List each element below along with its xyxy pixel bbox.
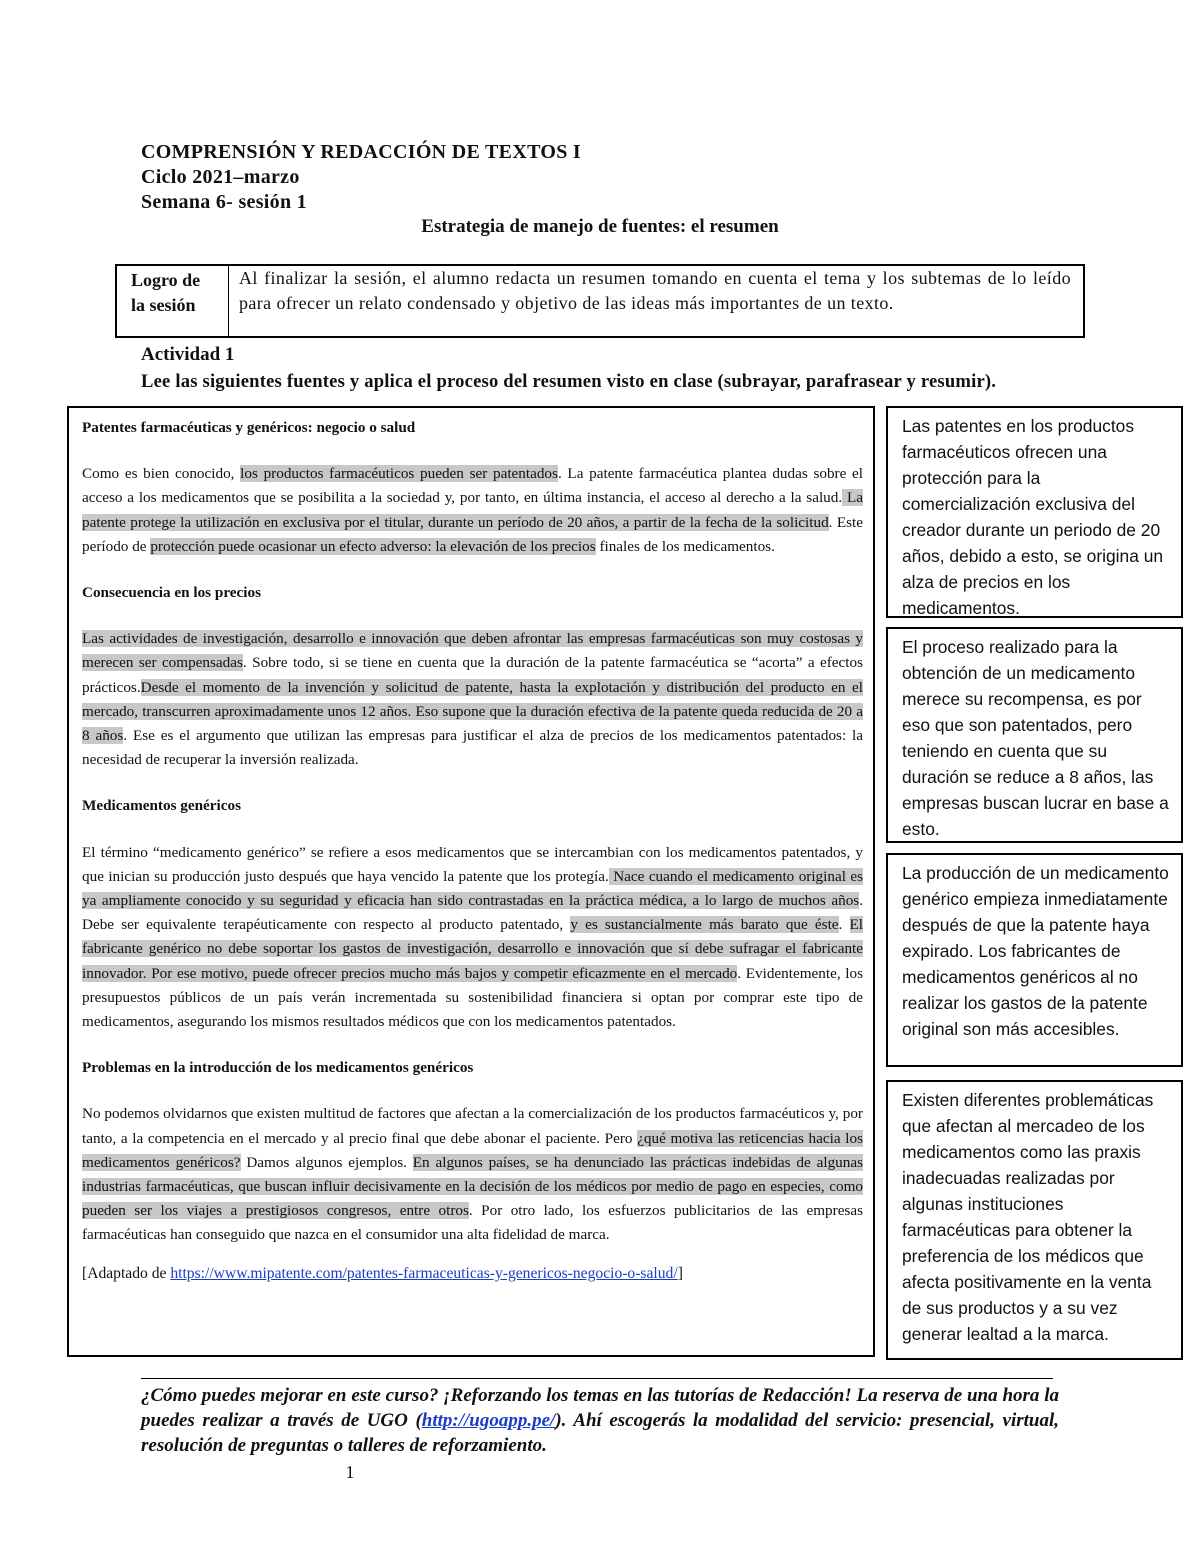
logro-label-line2: la sesión: [131, 295, 196, 315]
page-number: 1: [345, 1462, 355, 1482]
text-segment: . Evidentemente, los presupuestos públicos de un país verán incrementada su sostenibilidad financiera si optan por comprar este tipo de medicamentos, asegurando los mismos resultados médicos que con los medicamentos patentados.: [82, 964, 864, 1031]
text-segment: . Este período de: [82, 513, 863, 555]
section-heading-precios: Consecuencia en los precios: [82, 584, 262, 602]
text-segment: finales de los medicamentos.: [595, 537, 775, 555]
section-heading-genericos: Medicamentos genéricos: [82, 797, 242, 815]
summary-box-1: Las patentes en los productos farmacéuticos ofrecen una protección para la comercialización exclusiva del creador durante un periodo de 20 años, debido a esto, se origina un alza de precios en los medicamentos.: [886, 406, 1183, 618]
text-segment: . Debe ser equivalente terapéuticamente con respecto al producto patentado,: [82, 892, 863, 934]
footer-text-before: ¿Cómo puedes mejorar en este curso? ¡Reforzando los temas en las tutorías de Redacción! La reserva de una hora la puedes realizar a través de UGO (: [141, 1385, 1059, 1431]
summary-box-3: La producción de un medicamento genérico empieza inmediatamente después de que la patente haya expirado. Los fabricantes de medicamentos genéricos al no realizar los gastos de la patente original son más accesibles.: [886, 853, 1183, 1067]
section-heading-problemas: Problemas en la introducción de los medicamentos genéricos: [82, 1059, 474, 1077]
highlighted-text: ¿qué motiva las reticencias hacia los medicamentos genéricos?: [82, 1129, 863, 1171]
summary-box-4: Existen diferentes problemáticas que afectan al mercadeo de los medicamentos como las praxis inadecuadas realizadas por algunas instituciones farmacéuticas para obtener la preferencia de los médicos que afecta positivamente en la venta de sus productos y a su vez generar lealtad a la marca.: [886, 1080, 1183, 1360]
highlighted-text: En algunos países, se ha denunciado las prácticas indebidas de algunas industrias farmacéuticas, que buscan influir decisivamente en la decisión de los médicos por medio de pago en especies, como pueden ser los viajes a prestigiosos congresos, entre otros: [82, 1153, 863, 1220]
footer-note: [141, 1383, 1059, 1458]
article-source: [82, 1262, 863, 1286]
source-prefix: [Adaptado de: [82, 1264, 171, 1282]
article-paragraph-1: [82, 462, 863, 559]
week-label: Semana 6- sesión 1: [141, 191, 307, 213]
highlighted-text: El fabricante genérico no debe soportar los gastos de investigación, desarrollo e innovación que sí debe sufragar el fabricante innovador. Por ese motivo, puede ofrecer precios mucho más bajos y competir eficazmente en el mercado: [82, 916, 863, 982]
text-segment: Como es bien conocido,: [82, 465, 241, 483]
source-link[interactable]: https://www.mipatente.com/patentes-farmaceuticas-y-genericos-negocio-o-salud/: [170, 1264, 678, 1282]
logro-label: [117, 266, 229, 336]
cycle-label: Ciclo 2021–marzo: [141, 166, 300, 188]
text-segment: El término “medicamento genérico” se refiere a esos medicamentos que se intercambian con los medicamentos patentados, y que inician su producción justo después que haya vencido la patente que los protegía.: [82, 843, 863, 885]
summary-box-2: El proceso realizado para la obtención de un medicamento merece su recompensa, es por eso que son patentados, pero teniendo en cuenta que su duración se reduce a 8 años, las empresas buscan lucrar en base a esto.: [886, 627, 1183, 843]
article-paragraph-4: [82, 1102, 863, 1247]
article-box: [67, 406, 875, 1357]
session-subtitle: Estrategia de manejo de fuentes: el resumen: [421, 216, 779, 237]
text-segment: Damos algunos ejemplos.: [240, 1153, 413, 1171]
article-paragraph-3: [82, 841, 863, 1035]
text-segment: . La patente farmacéutica plantea dudas sobre el acceso a los medicamentos que se posibilita a la sociedad y, por tanto, en última instancia, el acceso al derecho a la salud.: [82, 465, 863, 507]
footer-divider: [141, 1378, 1053, 1379]
text-segment: . Por otro lado, los esfuerzos publicitarios de las empresas farmacéuticas han conseguido que nazca en el consumidor una alta fidelidad de marca.: [82, 1202, 863, 1244]
activity-instruction: Lee las siguientes fuentes y aplica el proceso del resumen visto en clase (subrayar, parafrasear y resumir).: [141, 371, 997, 392]
text-segment: .: [838, 916, 850, 934]
logro-table: [115, 264, 1085, 338]
text-segment: . Sobre todo, si se tiene en cuenta que la duración de la patente farmacéutica se “acorta” a efectos prácticos.: [82, 654, 863, 696]
article-title: Patentes farmacéuticas y genéricos: negocio o salud: [82, 419, 416, 436]
highlighted-text: La patente protege la utilización en exclusiva por el titular, durante un período de 20 años, a partir de la fecha de la solicitud: [82, 489, 863, 531]
highlighted-text: protección puede ocasionar un efecto adverso: la elevación de los precios: [150, 537, 596, 555]
text-segment: . Ese es el argumento que utilizan las empresas para justificar el alza de precios de los medicamentos patentados: la necesidad de recuperar la inversión realizada.: [82, 727, 864, 769]
course-title: COMPRENSIÓN Y REDACCIÓN DE TEXTOS I: [141, 141, 582, 163]
highlighted-text: Nace cuando el medicamento original es ya ampliamente conocido y su seguridad y eficacia han sido contrastadas en la práctica médica, a lo largo de muchos años: [82, 867, 863, 910]
highlighted-text: Desde el momento de la invención y solicitud de patente, hasta la explotación y distribución del producto en el mercado, transcurren aproximadamente unos 12 años. Eso supone que la duración efectiva de la patente queda reducida de 20 a 8 años: [82, 678, 863, 745]
article-paragraph-2: [82, 627, 863, 772]
text-segment: No podemos olvidarnos que existen multitud de factores que afectan a la comercialización de los productos farmacéuticos y, por tanto, a la competencia en el mercado y al precio final que debe abonar el paciente. Pero: [82, 1105, 863, 1147]
highlighted-text: Las actividades de investigación, desarrollo e innovación que deben afrontar las empresas farmacéuticas son muy costosas y merecen ser compensadas: [82, 630, 863, 672]
highlighted-text: y es sustancialmente más barato que éste: [570, 916, 839, 934]
highlighted-text: los productos farmacéuticos pueden ser patentados: [240, 465, 558, 483]
logro-text: Al finalizar la sesión, el alumno redacta un resumen tomando en cuenta el tema y los subtemas de lo leído para ofrecer un relato condensado y objetivo de las ideas más importantes de un texto.: [239, 268, 1071, 313]
activity-title: Actividad 1: [141, 344, 235, 365]
source-suffix: ]: [677, 1264, 683, 1282]
logro-label-line1: Logro de: [131, 270, 201, 290]
footer-ugo-link[interactable]: http://ugoapp.pe/: [421, 1410, 556, 1431]
footer-text-after: ). Ahí escogerás la modalidad del servicio: presencial, virtual, resolución de preguntas o talleres de reforzamiento.: [141, 1410, 1059, 1456]
